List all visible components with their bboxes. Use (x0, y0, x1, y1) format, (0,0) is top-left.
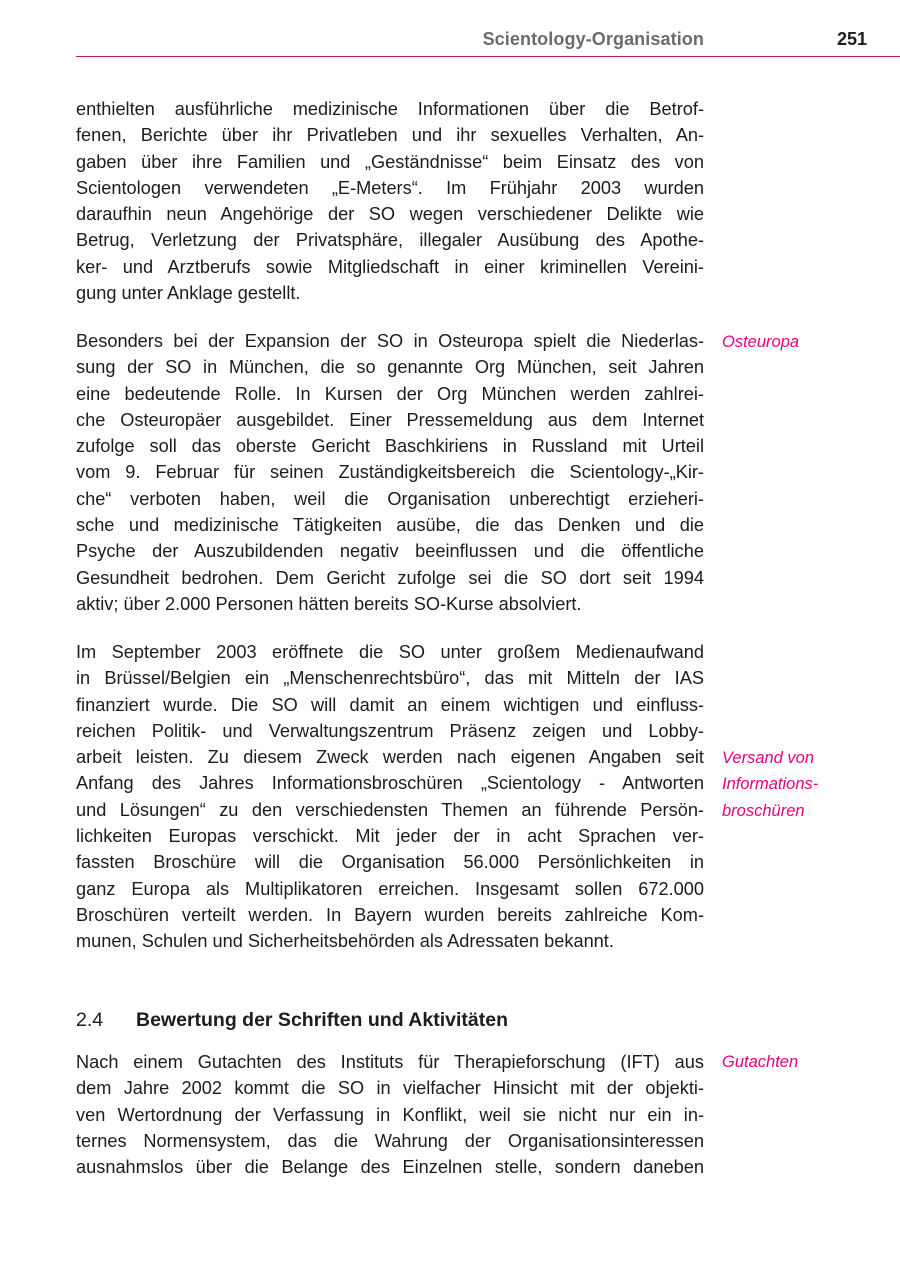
text-line: munen, Schulen und Sicherheitsbehörden als Adressaten bekannt. (76, 931, 614, 952)
text-line: aktiv; über 2.000 Personen hätten bereits SO-Kurse absolviert. (76, 593, 582, 614)
paragraph-1 (76, 96, 704, 306)
text-line: enthielten ausführliche medizinische Informationen über die Betrof- (76, 99, 704, 119)
running-header (76, 28, 900, 57)
text-line: Broschüren verteilt werden. In Bayern wurden bereits zahlreiche Kom- (76, 904, 704, 925)
text-line: Anfang des Jahres Informationsbroschüren „Scientology - Antworten (76, 773, 704, 794)
margin-note-line: Versand von (722, 749, 815, 767)
text-line: in Brüssel/Belgien ein „Menschenrechtsbüro“, das mit Mitteln der IAS (76, 668, 704, 689)
section-heading (76, 1009, 508, 1032)
margin-note-line: Informations- (722, 775, 819, 794)
page-number: 251 (836, 29, 867, 49)
text-line: Nach einem Gutachten des Instituts für Therapieforschung (IFT) aus (76, 1052, 704, 1072)
section-title: Bewertung der Schriften und Aktivitäten (136, 1009, 508, 1031)
text-line: fassten Broschüre will die Organisation 56.000 Persönlichkeiten in (76, 852, 704, 873)
text-line: arbeit leisten. Zu diesem Zweck werden nach eigenen Angaben seit (76, 747, 704, 768)
running-title: Scientology-Organisation (482, 29, 704, 49)
text-line: ausnahmslos über die Belange des Einzelnen stelle, sondern daneben (76, 1157, 704, 1178)
text-line: ven Wertordnung der Verfassung in Konflikt, weil sie nicht nur ein in- (76, 1104, 704, 1125)
margin-note-gutachten (722, 1049, 798, 1075)
paragraph-2 (76, 328, 704, 617)
text-line: ternes Normensystem, das die Wahrung der Organisationsinteressen (76, 1130, 704, 1151)
text-line: fenen, Berichte über ihr Privatleben und ihr sexuelles Verhalten, An- (76, 125, 704, 146)
text-line: sung der SO in München, die so genannte Org München, seit Jahren (76, 357, 704, 378)
text-line: ganz Europa als Multiplikatoren erreichen. Insgesamt sollen 672.000 (76, 878, 704, 899)
text-line: reichen Politik- und Verwaltungszentrum Präsenz zeigen und Lobby- (76, 720, 704, 741)
margin-note-line: broschüren (722, 801, 805, 820)
text-line: dem Jahre 2002 kommt die SO in vielfacher Hinsicht mit der objekti- (76, 1078, 704, 1099)
text-line: und Lösungen“ zu den verschiedensten Themen an führende Persön- (76, 799, 704, 820)
text-line: ker- und Arztberufs sowie Mitgliedschaft in einer kriminellen Vereini- (76, 256, 704, 277)
text-line: gung unter Anklage gestellt. (76, 283, 301, 304)
margin-note-osteuropa (722, 329, 799, 355)
text-line: Besonders bei der Expansion der SO in Osteuropa spielt die Niederlas- (76, 331, 704, 351)
section-number: 2.4 (76, 1009, 104, 1031)
paragraph-3 (76, 639, 704, 955)
margin-note-line: Gutachten (722, 1053, 799, 1071)
text-line: Im September 2003 eröffnete die SO unter großem Medienaufwand (76, 642, 704, 662)
text-line: vom 9. Februar für seinen Zuständigkeitsbereich die Scientology-„Kir- (76, 462, 704, 483)
margin-note-versand (722, 745, 818, 824)
text-line: che Osteuropäer ausgebildet. Einer Pressemeldung aus dem Internet (76, 409, 704, 430)
paragraph-4 (76, 1049, 704, 1180)
margin-note-line: Osteuropa (722, 333, 800, 351)
text-line: lichkeiten Europas verschickt. Mit jeder der in acht Sprachen ver- (76, 826, 704, 847)
text-line: sche und medizinische Tätigkeiten ausübe, die das Denken und die (76, 515, 704, 536)
text-line: daraufhin neun Angehörige der SO wegen verschiedener Delikte wie (76, 204, 704, 225)
text-line: gaben über ihre Familien und „Geständnisse“ beim Einsatz des von (76, 151, 704, 172)
text-line: eine bedeutende Rolle. In Kursen der Org München werden zahlrei- (76, 383, 704, 404)
text-line: zufolge soll das oberste Gericht Baschkiriens in Russland mit Urteil (76, 436, 704, 457)
text-line: finanziert wurde. Die SO will damit an einem wichtigen und einfluss- (76, 694, 704, 715)
text-line: Betrug, Verletzung der Privatsphäre, illegaler Ausübung des Apothe- (76, 230, 704, 251)
text-line: Psyche der Auszubildenden negativ beeinflussen und die öffentliche (76, 541, 704, 562)
text-line: Gesundheit bedrohen. Dem Gericht zufolge sei die SO dort seit 1994 (76, 567, 704, 588)
text-line: Scientologen verwendeten „E-Meters“. Im Frühjahr 2003 wurden (76, 177, 704, 198)
text-line: che“ verboten haben, weil die Organisation unberechtigt erzieheri- (76, 488, 704, 509)
